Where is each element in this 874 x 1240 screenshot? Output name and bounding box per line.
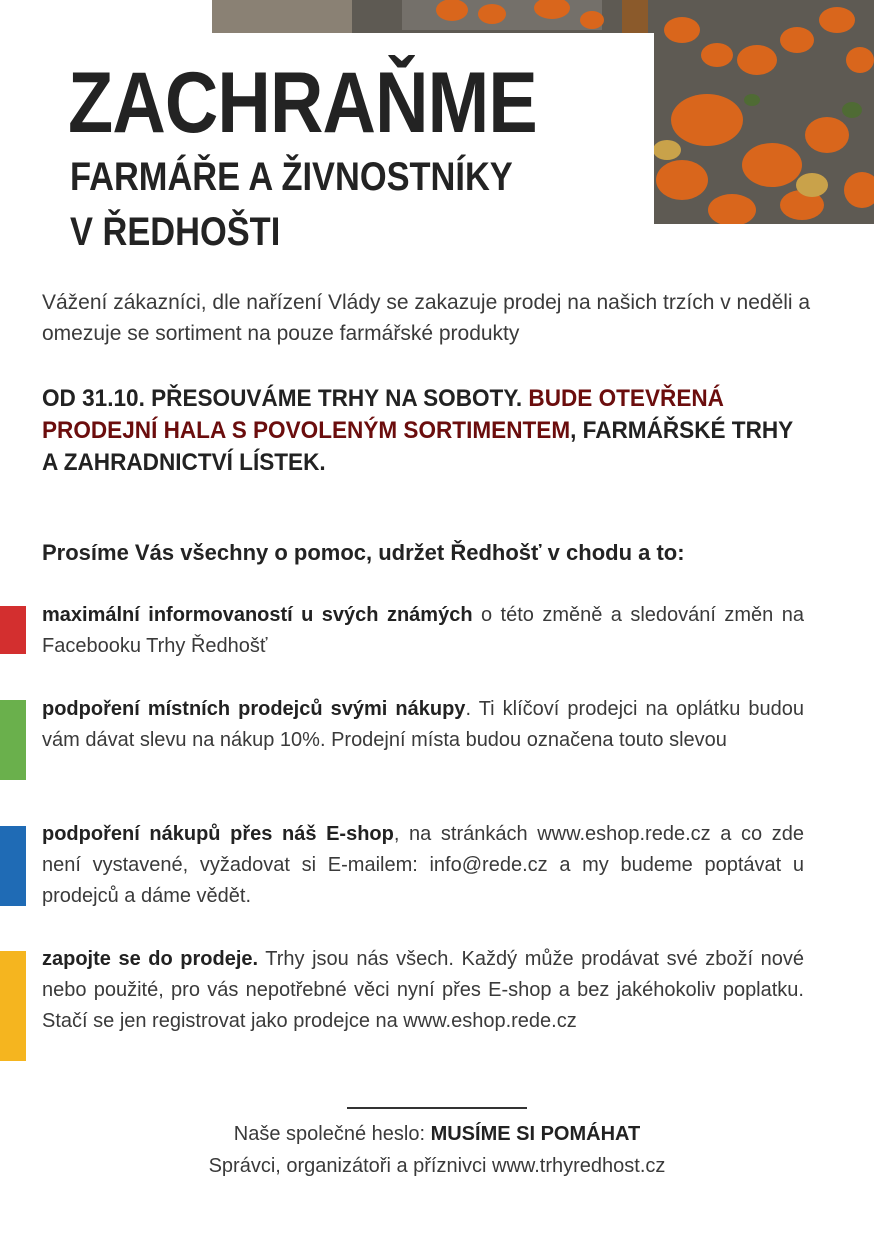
item-3-color-bar <box>0 826 26 906</box>
footer-divider <box>347 1107 527 1109</box>
footer-motto-text: MUSÍME SI POMÁHAT <box>430 1123 641 1145</box>
page-subtitle-line1: FARMÁŘE A ŽIVNOSTNÍKY <box>70 155 513 199</box>
item-1-color-bar <box>0 606 26 654</box>
list-item-bold: podpoření místních prodejců svými nákupy <box>42 698 466 720</box>
list-item-text: , na stránkách www.eshop.rede.cz a co zde není vystavené, vyžadovat si E-mailem: info@rede.cz a my budeme poptávat u prodejců a dáme vědět. <box>42 823 804 907</box>
list-item-bold: zapojte se do prodeje. <box>42 948 259 970</box>
plea-heading: Prosíme Vás všechny o pomoc, udržet Ředhošť v chodu a to: <box>42 540 685 565</box>
list-item-text: . Ti klíčoví prodejci na oplátku budou vám dávat slevu na nákup 10%. Prodejní místa budou označena touto slevou <box>42 698 804 751</box>
list-item-text: o této změně a sledování změn na Facebooku Trhy Ředhošť <box>42 604 804 657</box>
list-item-bold: maximální informovaností u svých známých <box>42 604 473 626</box>
announcement-part2: , FARMÁŘSKÉ TRHY A ZAHRADNICTVÍ LÍSTEK. <box>42 417 793 476</box>
item-2-color-bar <box>0 700 26 780</box>
announcement <box>42 383 794 479</box>
page-title: ZACHRAŇME <box>68 55 537 151</box>
page-subtitle-line2: V ŘEDHOŠTI <box>70 210 281 254</box>
list-item <box>42 819 804 912</box>
footer-motto-prefix: Naše společné heslo: <box>233 1123 431 1145</box>
list-item-text: Trhy jsou nás všech. Každý může prodávat své zboží nové nebo použité, pro vás nepotřebné věci nyní přes E-shop a bez jakéhokoliv poplatku. Stačí se jen registrovat jako prodejce na www.eshop.rede.cz <box>42 948 804 1032</box>
list-item <box>42 944 804 1037</box>
list-item-bold: podpoření nákupů přes náš E-shop <box>42 823 394 845</box>
list-item <box>42 600 804 662</box>
announcement-highlight: BUDE OTEVŘENÁ PRODEJNÍ HALA S POVOLENÝM SORTIMENTEM <box>42 385 724 444</box>
item-4-color-bar <box>0 951 26 1061</box>
intro-text: Vážení zákazníci, dle nařízení Vlády se zakazuje prodej na našich trzích v neděli a omezuje se sortiment na pouze farmářské produkty <box>42 291 811 345</box>
list-item <box>42 694 804 756</box>
announcement-part1: OD 31.10. PŘESOUVÁME TRHY NA SOBOTY. <box>42 385 529 412</box>
footer-signature: Správci, organizátoři a příznivci www.trhyredhost.cz <box>208 1155 666 1177</box>
footer-motto <box>0 1123 874 1146</box>
